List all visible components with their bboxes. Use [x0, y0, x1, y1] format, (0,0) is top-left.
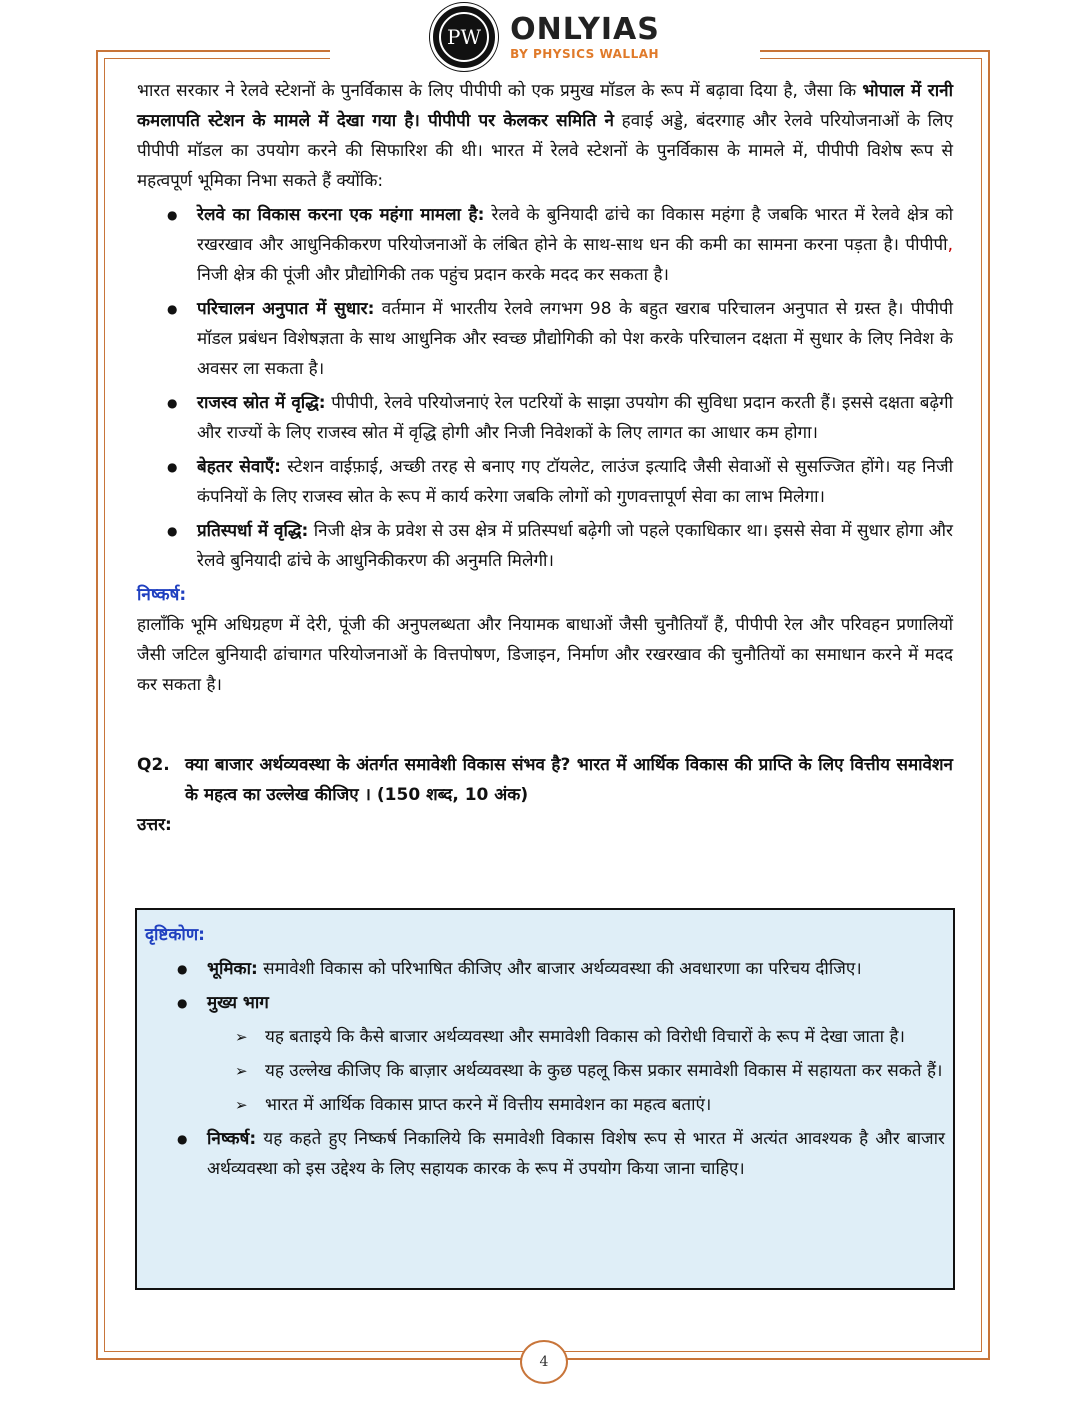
page-number: 4 — [520, 1340, 568, 1384]
conclusion-heading: निष्कर्ष: — [137, 585, 187, 605]
ppp-benefits-list — [137, 200, 953, 576]
pw-logo-icon — [438, 11, 490, 63]
approach-heading: दृष्टिकोण: — [145, 925, 205, 945]
brand-tagline: BY PHYSICS WALLAH — [510, 46, 660, 61]
list-item: ● बेहतर सेवाएँ: स्टेशन वाईफ़ाई, अच्छी तरह से बनाए गए टॉयलेट, लाउंज इत्यादि जैसी सेवाओं से सुसज्जित होंगे। यह निजी कंपनियों के लिए राजस्व स्रोत के रूप में कार्य करेगा जबकि लोगों को गुणवत्तापूर्ण सेवा का लाभ मिलेगा। — [137, 452, 953, 512]
list-item: ● रेलवे का विकास करना एक महंगा मामला है: रेलवे के बुनियादी ढांचे का विकास महंगा है जबकि भारत में रेलवे क्षेत्र को रखरखाव और आधुनिकीकरण परियोजनाओं के लंबित होने के साथ-साथ धन की कमी का सामना करना पड़ता है। पीपीपी, निजी क्षेत्र की पूंजी और प्रौद्योगिकी तक पहुंच प्रदान करके मदद कर सकता है। — [137, 200, 953, 290]
list-item: ● प्रतिस्पर्धा में वृद्धि: निजी क्षेत्र के प्रवेश से उस क्षेत्र में प्रतिस्पर्धा बढ़ेगी जो पहले एकाधिकार था। इससे सेवा में सुधार होगा और रेलवे बुनियादी ढांचे के आधुनिकीकरण की अनुमति मिलेगी। — [137, 516, 953, 576]
list-item: ● परिचालन अनुपात में सुधार: वर्तमान में भारतीय रेलवे लगभग 98 के बहुत खराब परिचालन अनुपात से ग्रस्त है। पीपीपी मॉडल प्रबंधन विशेषज्ञता के साथ आधुनिक और स्वच्छ प्रौद्योगिकी को पेश करके परिचालन दक्षता में सुधार के लिए निवेश के अवसर ला सकता है। — [137, 294, 953, 384]
question-block — [137, 750, 953, 810]
conclusion-text: हालाँकि भूमि अधिग्रहण में देरी, पूंजी की अनुपलब्धता और नियामक बाधाओं जैसी चुनौतियाँ हैं, पीपीपी रेल और परिवहन प्रणालियों जैसी जटिल बुनियादी ढांचागत परियोजनाओं के वित्तपोषण, डिजाइन, निर्माण और रखरखाव की चुनौतियों का समाधान करने में मदद कर सकता है। — [137, 615, 953, 695]
pw-logo — [430, 3, 498, 71]
svg-text:PW: PW — [447, 25, 482, 49]
list-item: ➢ भारत में आर्थिक विकास प्राप्त करने में वित्तीय समावेशन का महत्व बताएं। — [145, 1090, 945, 1120]
main-body-points — [145, 1022, 945, 1120]
intro-paragraph: भारत सरकार ने रेलवे स्टेशनों के पुनर्विकास के लिए पीपीपी को एक प्रमुख मॉडल के रूप में बढ़ावा दिया है, जैसा कि भोपाल में रानी कमलापति स्टेशन के मामले में देखा गया है। पीपीपी पर केलकर समिति ने हवाई अड्डे, बंदरगाह और रेलवे परियोजनाओं के लिए पीपीपी मॉडल का उपयोग करने की सिफारिश की थी। भारत में रेलवे स्टेशनों के पुनर्विकास के मामले में, पीपीपी विशेष रूप से महत्वपूर्ण भूमिका निभा सकते हैं क्योंकि: — [137, 81, 954, 191]
question-text: क्या बाजार अर्थव्यवस्था के अंतर्गत समावेशी विकास संभव है? भारत में आर्थिक विकास की प्राप्ति के लिए वित्तीय समावेशन के महत्व का उल्लेख कीजिए । (150 शब्द, 10 अंक) — [185, 755, 953, 805]
list-item: ● राजस्व स्रोत में वृद्धि: पीपीपी, रेलवे परियोजनाएं रेल पटरियों के साझा उपयोग की सुविधा प्रदान करती हैं। इससे दक्षता बढ़ेगी और राज्यों के लिए राजस्व स्रोत में वृद्धि होगी और निजी निवेशकों के लिए लागत का आधार कम होगा। — [137, 388, 953, 448]
approach-list — [145, 954, 945, 1018]
page-content — [137, 76, 953, 840]
page-header — [330, 0, 760, 74]
approach-box — [135, 908, 955, 1290]
list-item: ● भूमिका: समावेशी विकास को परिभाषित कीजिए और बाजार अर्थव्यवस्था की अवधारणा का परिचय दीजिए। — [145, 954, 945, 984]
list-item: ➢ यह बताइये कि कैसे बाजार अर्थव्यवस्था और समावेशी विकास को विरोधी विचारों के रूप में देखा जाता है। — [145, 1022, 945, 1052]
approach-conclusion-list — [145, 1124, 945, 1184]
list-item: ● मुख्य भाग — [145, 988, 945, 1018]
list-item: ➢ यह उल्लेख कीजिए कि बाज़ार अर्थव्यवस्था के कुछ पहलू किस प्रकार समावेशी विकास में सहायता कर सकते हैं। — [145, 1056, 945, 1086]
list-item: ● निष्कर्ष: यह कहते हुए निष्कर्ष निकालिये कि समावेशी विकास विशेष रूप से भारत में अत्यंत आवश्यक है और बाजार अर्थव्यवस्था को इस उद्देश्य के लिए सहायक कारक के रूप में उपयोग किया जाना चाहिए। — [145, 1124, 945, 1184]
brand-name: ONLYIAS — [510, 11, 660, 47]
question-number: Q2. — [137, 755, 170, 775]
brand-logo — [510, 11, 660, 61]
answer-label: उत्तर: — [137, 815, 172, 835]
